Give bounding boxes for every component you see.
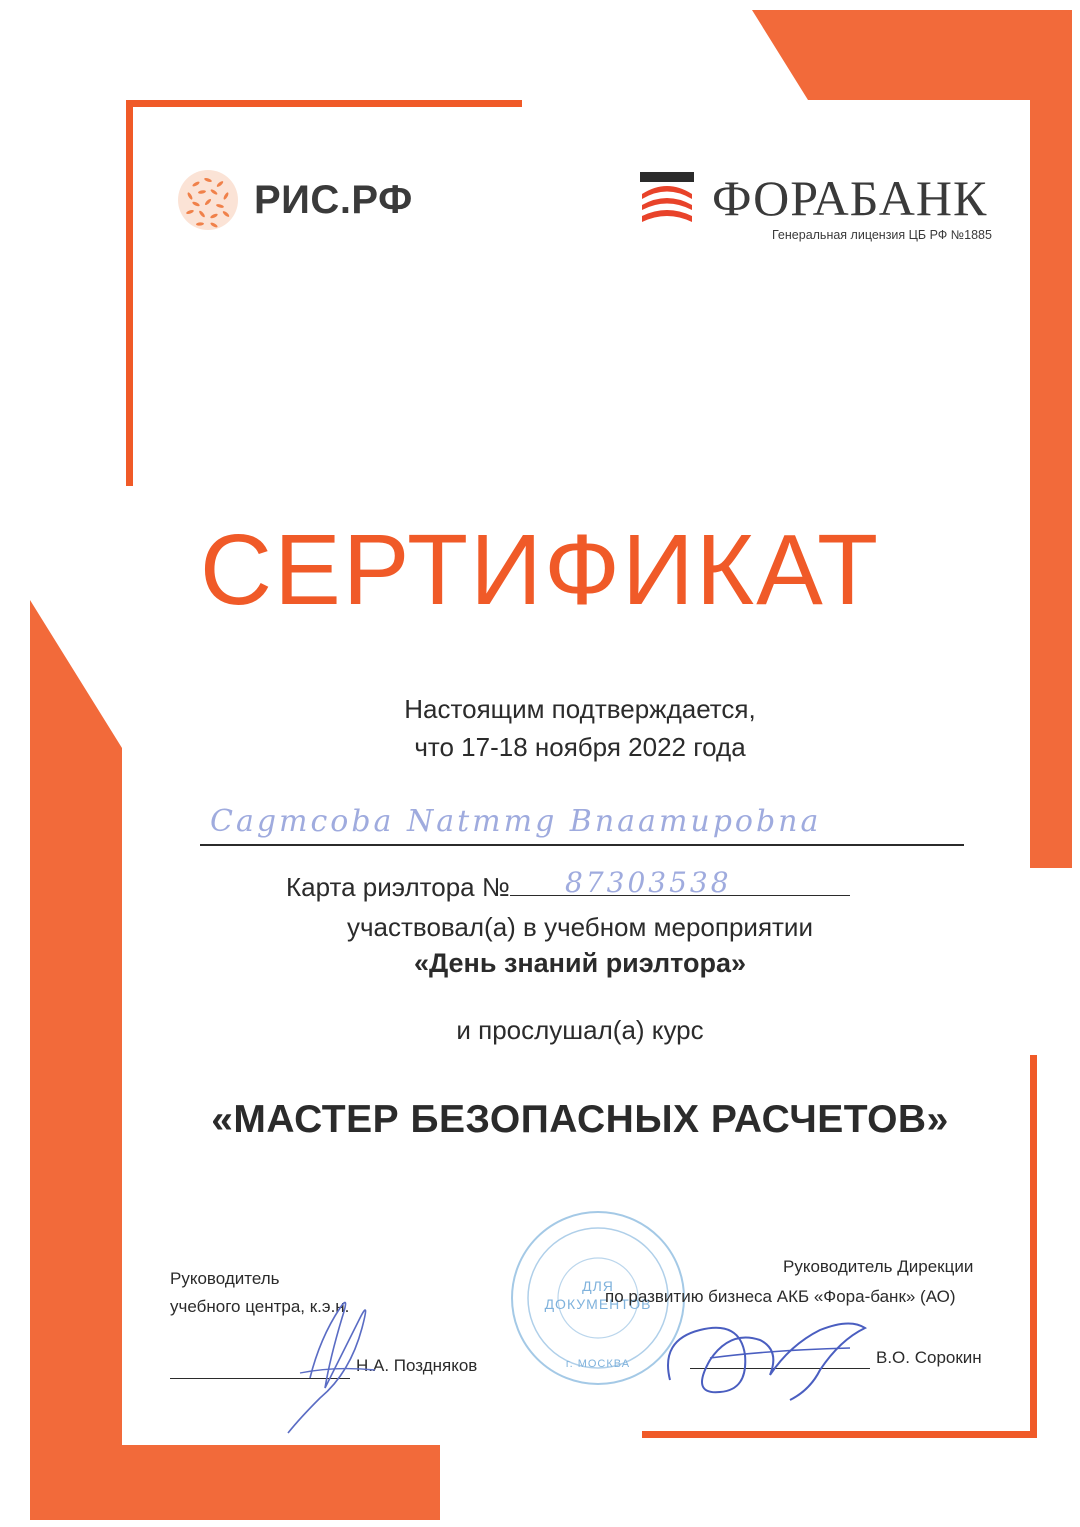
name-underline	[200, 844, 964, 846]
confirmation-text	[0, 690, 1080, 766]
forabank-license: Генеральная лицензия ЦБ РФ №1885	[772, 228, 992, 242]
certificate-title: СЕРТИФИКАТ	[199, 514, 881, 626]
handwritten-card-number: 87303538	[565, 866, 732, 899]
frame-top-left-vertical	[126, 100, 133, 486]
left-signatory-name: Н.А. Поздняков	[356, 1356, 478, 1375]
course-intro-text: и прослушал(а) курс	[456, 1015, 704, 1045]
left-signatory-title-line-2: учебного центра, к.э.н.	[170, 1297, 350, 1316]
forabank-logo-text: ФОРАБАНК	[712, 170, 988, 226]
ris-logo-text: РИС.РФ	[254, 177, 413, 222]
frame-top-left-horizontal	[126, 100, 522, 107]
right-signatory-title-line-1: Руководитель Дирекции	[783, 1257, 974, 1276]
ris-logo	[176, 168, 413, 232]
event-name: «День знаний риэлтора»	[413, 948, 747, 978]
forabank-logo	[640, 170, 992, 242]
confirmation-line-1: Настоящим подтверждается,	[404, 694, 756, 724]
right-signatory-name: В.О. Сорокин	[876, 1348, 982, 1367]
stamp-text-line-2: ДОКУМЕНТОВ	[544, 1296, 652, 1312]
handwritten-name: Cagmcoba Natmmg Bnaamupobna	[210, 804, 822, 839]
frame-bottom-right-horizontal	[642, 1431, 1037, 1438]
stamp-text-line-1: ДЛЯ	[582, 1278, 614, 1294]
stamp-city: г. МОСКВА	[565, 1358, 631, 1370]
fora-house-logo-icon	[640, 172, 694, 224]
right-signature-scribble	[650, 1300, 890, 1410]
participated-text: участвовал(а) в учебном мероприятии	[347, 912, 813, 942]
left-signatory-title-line-1: Руководитель	[170, 1269, 280, 1288]
confirmation-line-2: что 17-18 ноября 2022 года	[414, 732, 746, 762]
course-name: «МАСТЕР БЕЗОПАСНЫХ РАСЧЕТОВ»	[211, 1098, 949, 1141]
realtor-card-label: Карта риэлтора №	[286, 872, 510, 902]
ris-grain-logo-icon	[176, 168, 240, 232]
right-signatory-title-line-2: по развитию бизнеса АКБ «Фора-банк» (АО)	[605, 1287, 956, 1306]
left-signature-scribble	[280, 1278, 390, 1438]
